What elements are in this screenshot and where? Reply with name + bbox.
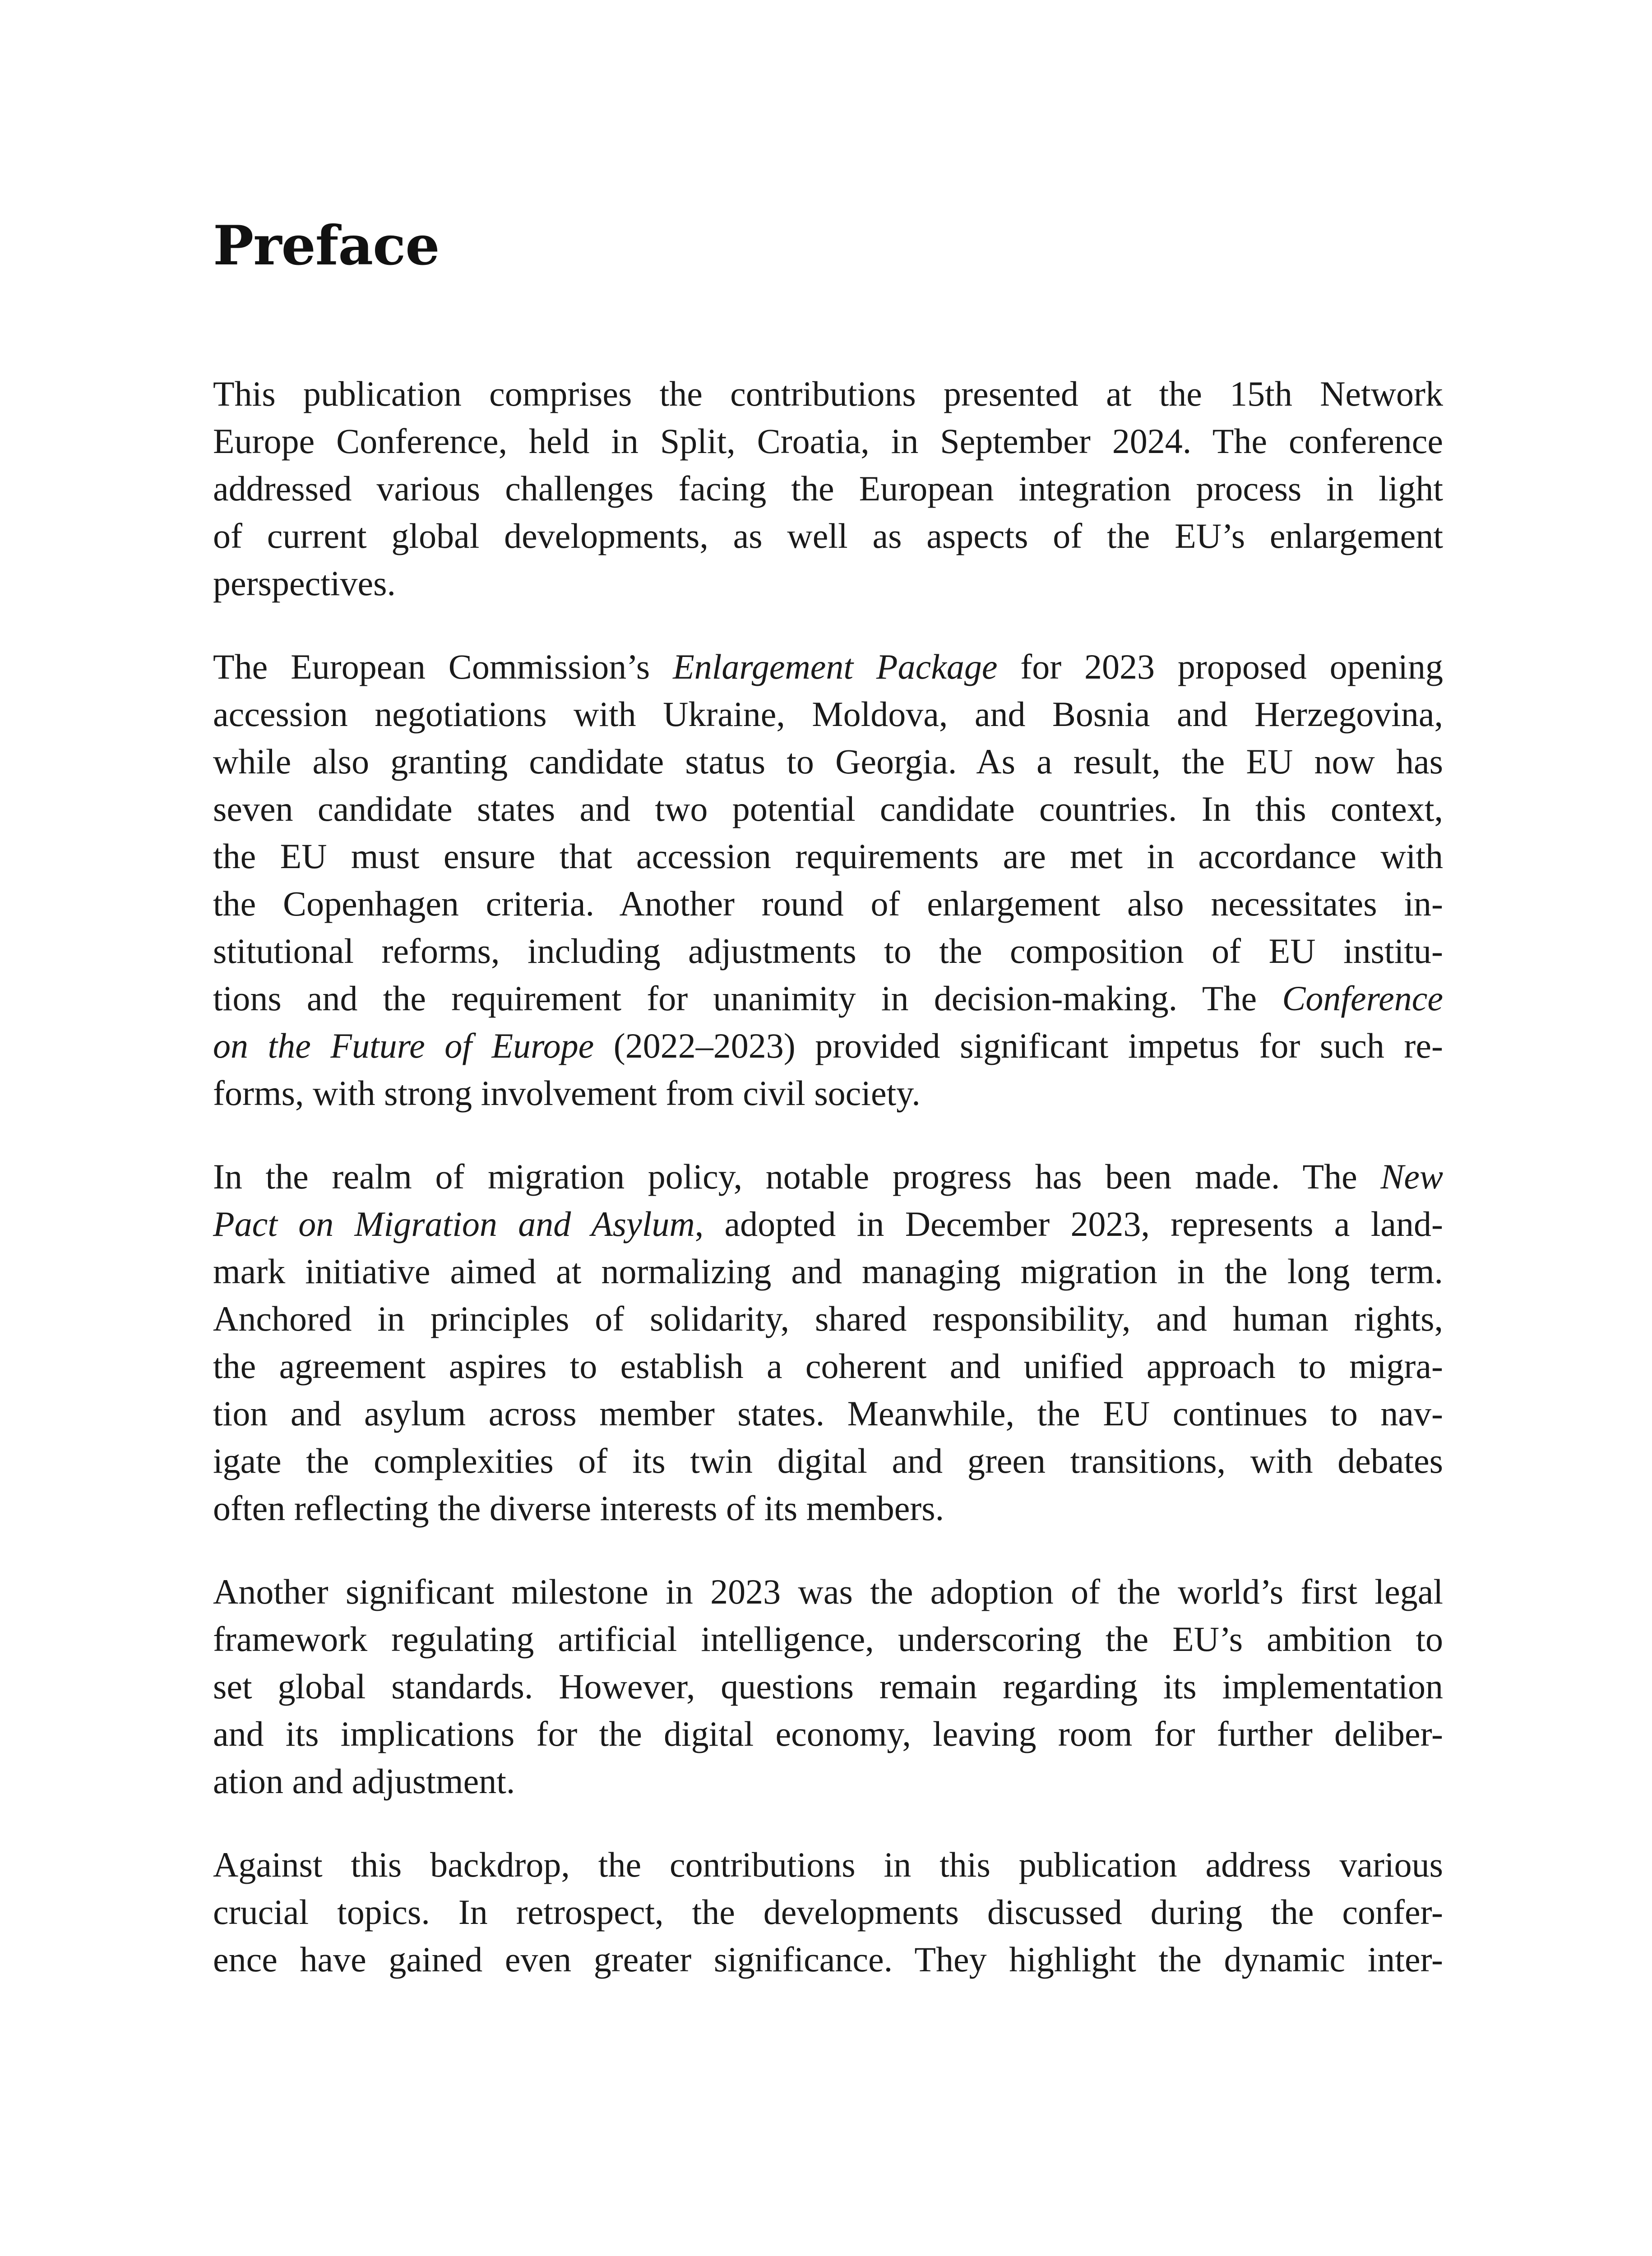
text-line: addressed various challenges facing the European integration process in light bbox=[213, 469, 1443, 508]
text-line: Anchored in principles of solidarity, shared responsibility, and human rights, bbox=[213, 1299, 1443, 1338]
italic-term-conference: Conference bbox=[1282, 979, 1443, 1018]
paragraph-5 bbox=[213, 1841, 1443, 1983]
text-line: forms, with strong involvement from civil society. bbox=[213, 1073, 921, 1113]
text-line bbox=[213, 1022, 1443, 1069]
text-segment: , adopted in December 2023, represents a land- bbox=[694, 1204, 1443, 1244]
text-line bbox=[213, 643, 1443, 690]
paragraph-2 bbox=[213, 643, 1443, 1117]
text-line bbox=[213, 975, 1443, 1022]
text-line: ation and adjustment. bbox=[213, 1761, 515, 1801]
text-line: framework regulating artificial intelligence, underscoring the EU’s ambition to bbox=[213, 1619, 1443, 1659]
text-line: crucial topics. In retrospect, the developments discussed during the confer- bbox=[213, 1892, 1443, 1932]
text-line: ence have gained even greater significance. They highlight the dynamic inter- bbox=[213, 1940, 1443, 1979]
paragraph-1 bbox=[213, 370, 1443, 607]
text-line: tion and asylum across member states. Meanwhile, the EU continues to nav- bbox=[213, 1394, 1443, 1433]
text-line: accession negotiations with Ukraine, Moldova, and Bosnia and Herzegovina, bbox=[213, 694, 1443, 734]
text-line: Europe Conference, held in Split, Croatia, in September 2024. The conference bbox=[213, 421, 1443, 461]
text-line: Against this backdrop, the contributions in this publication address various bbox=[213, 1845, 1443, 1884]
italic-term-pact-on-migration: Pact on Migration and Asylum bbox=[213, 1204, 695, 1244]
text-line: This publication comprises the contributions presented at the 15th Network bbox=[213, 374, 1443, 413]
text-line: while also granting candidate status to Georgia. As a result, the EU now has bbox=[213, 742, 1443, 781]
text-line: often reflecting the diverse interests of its members. bbox=[213, 1489, 944, 1528]
text-segment: tions and the requirement for unanimity in decision-making. The bbox=[213, 979, 1282, 1018]
text-line: seven candidate states and two potential candidate countries. In this context, bbox=[213, 789, 1443, 828]
page-title: Preface bbox=[213, 214, 440, 277]
body-text bbox=[213, 370, 1443, 2019]
text-line: Another significant milestone in 2023 was the adoption of the world’s first legal bbox=[213, 1572, 1443, 1611]
text-line: perspectives. bbox=[213, 564, 396, 603]
text-line: stitutional reforms, including adjustments to the composition of EU institu- bbox=[213, 931, 1443, 971]
text-line: the EU must ensure that accession requirements are met in accordance with bbox=[213, 837, 1443, 876]
paragraph-4 bbox=[213, 1568, 1443, 1805]
text-line bbox=[213, 1153, 1443, 1200]
text-segment: for 2023 proposed opening bbox=[997, 647, 1443, 686]
text-line: set global standards. However, questions remain regarding its implementation bbox=[213, 1667, 1443, 1706]
text-line: the agreement aspires to establish a coherent and unified approach to migra- bbox=[213, 1346, 1443, 1386]
text-line: and its implications for the digital economy, leaving room for further deliber- bbox=[213, 1714, 1443, 1753]
text-line: of current global developments, as well as aspects of the EU’s enlargement bbox=[213, 516, 1443, 555]
text-line: igate the complexities of its twin digital and green transitions, with debates bbox=[213, 1441, 1443, 1480]
italic-term-enlargement-package: Enlargement Package bbox=[673, 647, 998, 686]
text-line bbox=[213, 1200, 1443, 1248]
text-segment: The European Commission’s bbox=[213, 647, 673, 686]
italic-term-future-of-europe: on the Future of Europe bbox=[213, 1026, 594, 1065]
paragraph-3 bbox=[213, 1153, 1443, 1532]
text-segment: (2022–2023) provided significant impetus for such re- bbox=[594, 1026, 1443, 1065]
text-segment: In the realm of migration policy, notable progress has been made. The bbox=[213, 1157, 1381, 1196]
italic-term-new: New bbox=[1380, 1157, 1443, 1196]
text-line: the Copenhagen criteria. Another round of enlargement also necessitates in- bbox=[213, 884, 1443, 923]
text-line: mark initiative aimed at normalizing and managing migration in the long term. bbox=[213, 1252, 1443, 1291]
